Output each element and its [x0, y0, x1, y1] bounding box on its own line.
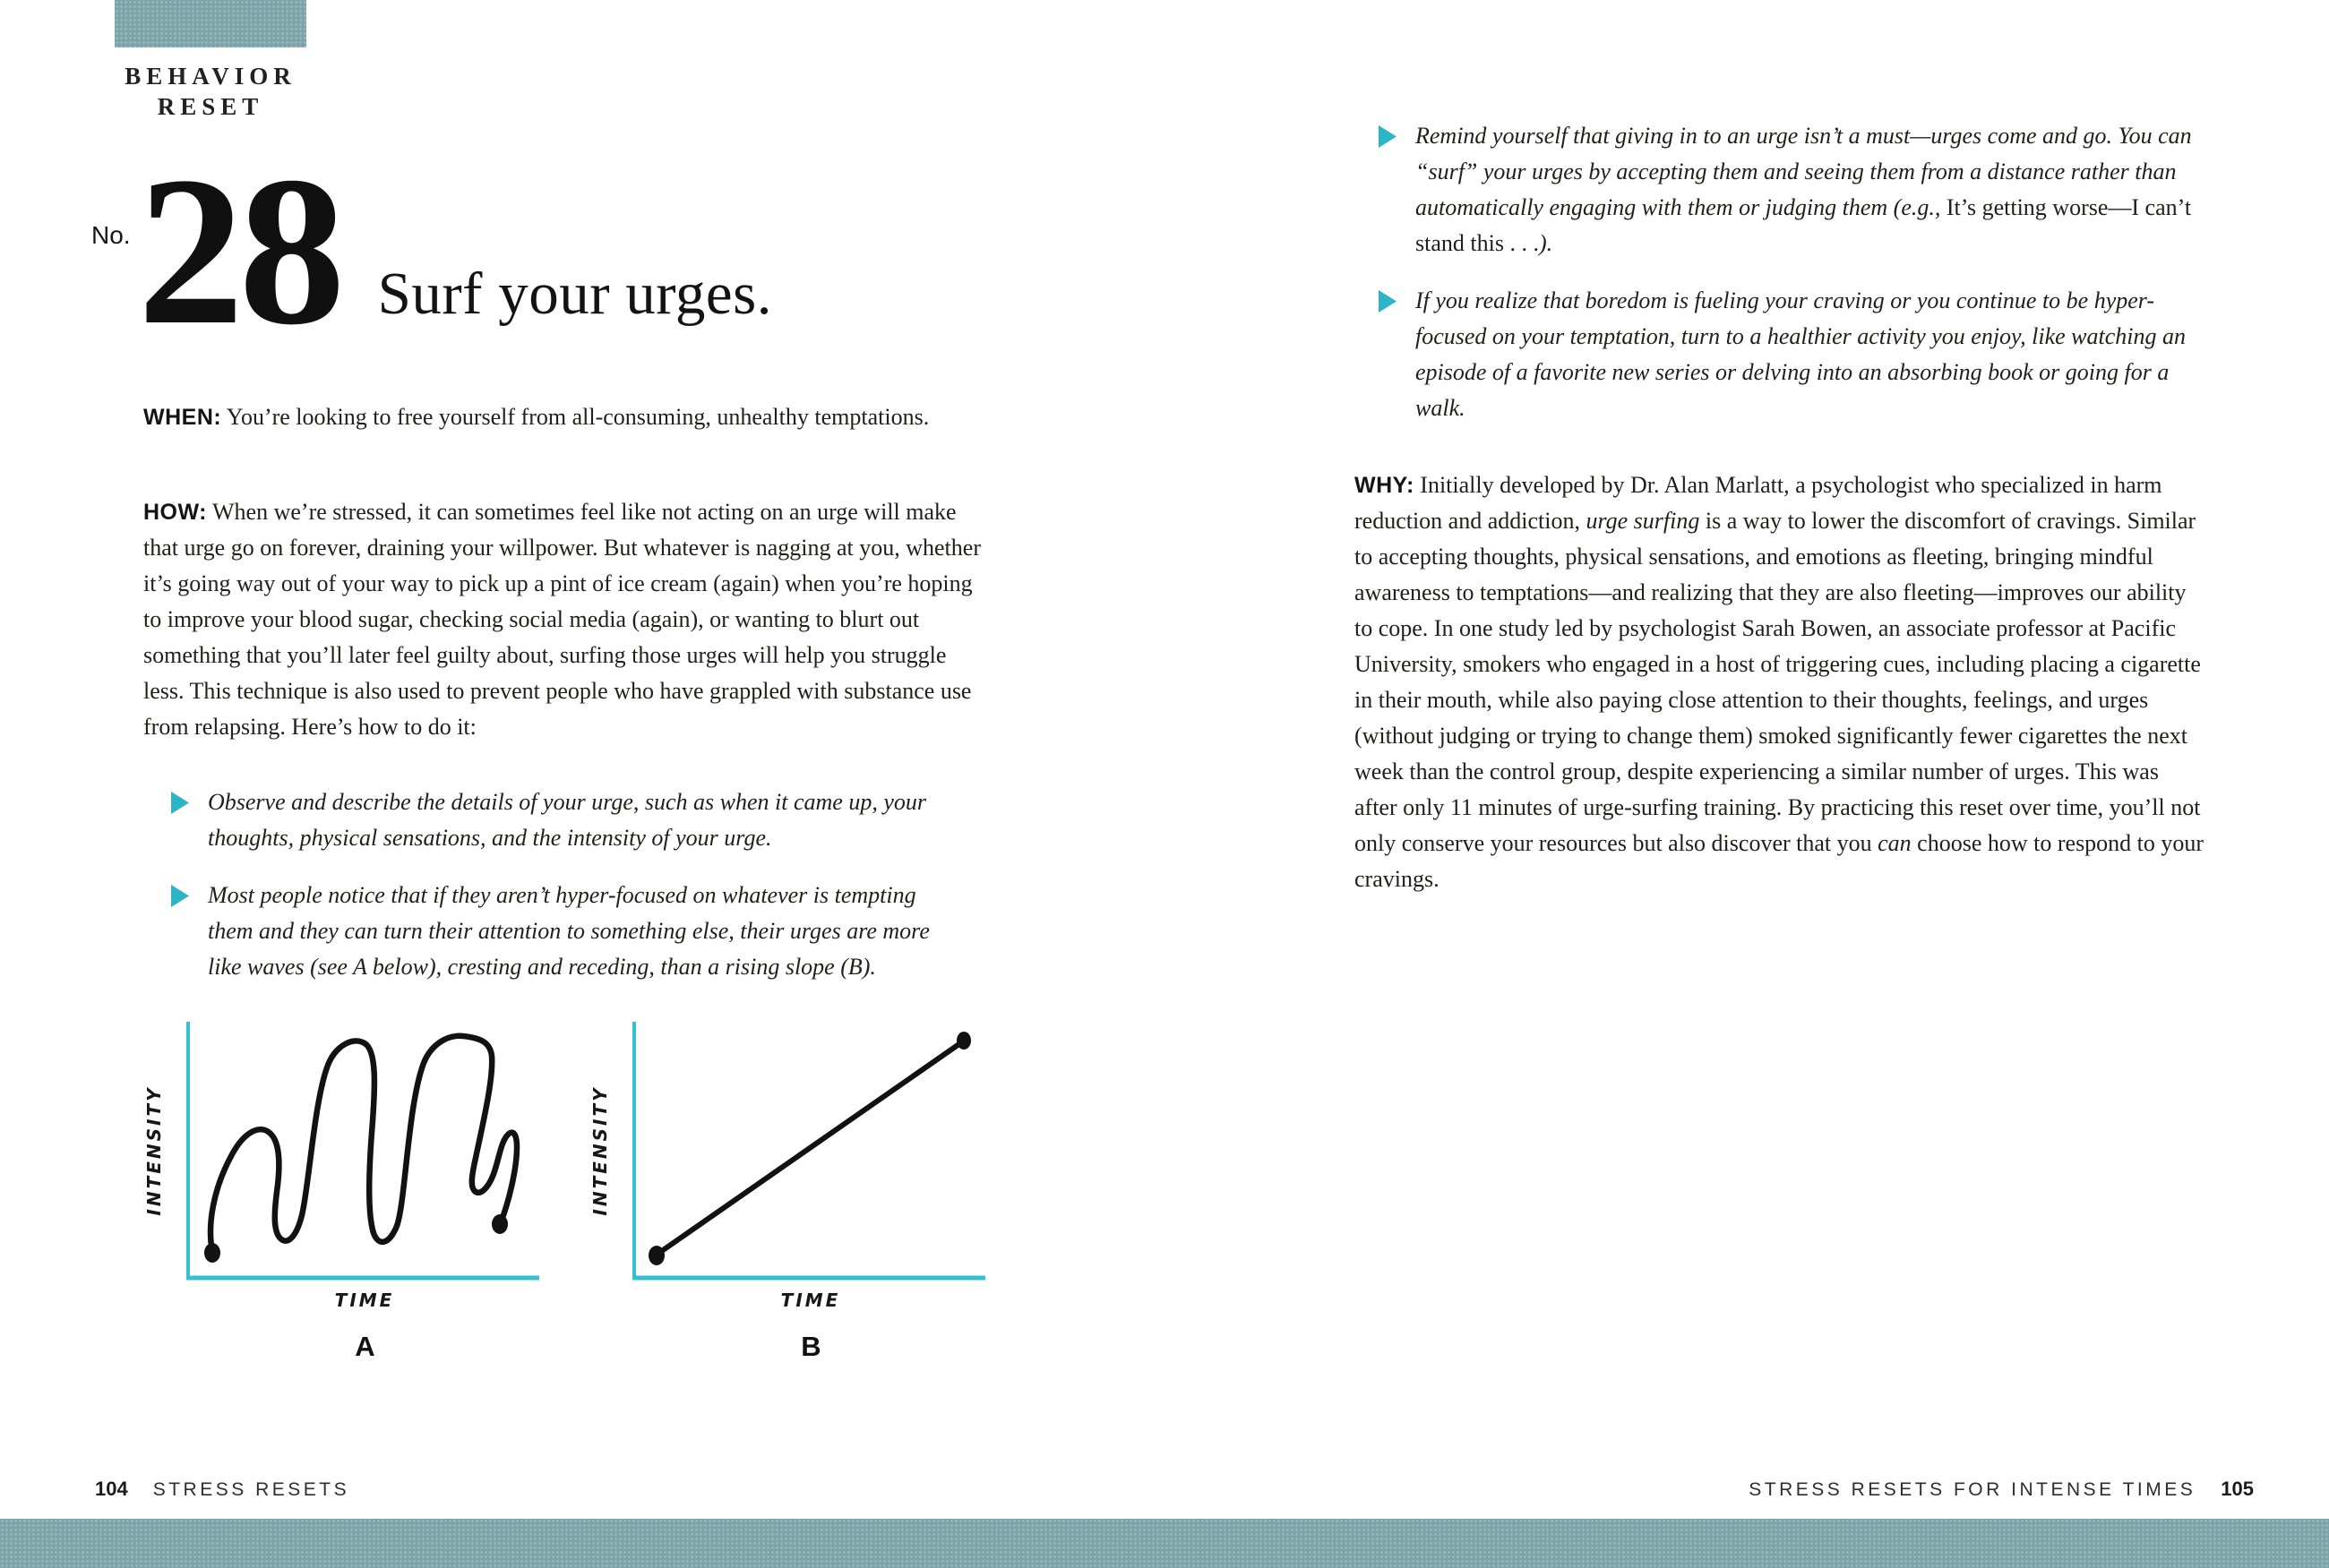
urge-wave-curve	[211, 1036, 517, 1251]
section-label	[79, 61, 342, 122]
figure-a	[139, 1016, 542, 1363]
y-axis-label: INTENSITY	[589, 1085, 611, 1216]
when-paragraph	[143, 399, 950, 435]
reset-number-prefix: No.	[91, 221, 131, 249]
list-item	[170, 878, 958, 985]
bullet-text	[1415, 118, 2215, 261]
how-bullet-list	[170, 784, 958, 1007]
intensity-figures	[139, 1016, 988, 1363]
slope-chart	[585, 1016, 988, 1314]
how-paragraph	[143, 494, 985, 745]
figure-b-caption: B	[801, 1331, 821, 1362]
list-item	[170, 784, 958, 856]
bullet-roman-text: It’s getting worse—I can’t stand this . . .	[1415, 194, 2192, 256]
why-text: Initially developed by Dr. Alan Marlatt, a psychologist who specialized in harm reduction and addiction,	[1354, 472, 2162, 534]
bullet-triangle-icon	[1378, 289, 1397, 313]
wave-chart	[139, 1016, 542, 1314]
bullet-triangle-icon	[170, 884, 190, 908]
why-italic-term: urge surfing	[1586, 508, 1700, 534]
x-axis-label: TIME	[334, 1290, 395, 1311]
reset-title	[91, 133, 772, 369]
how-text: When we’re stressed, it can sometimes feel like not acting on an urge will make that urge go on forever, draining your willpower. But whatever is nagging at you, whether it’s going way out of your way to pick up a pint of ice cream (again) when you’re hoping to improve your blood sugar, checking social media (again), or wanting to blurt out something that you’ll later feel guilty about, surfing those urges will help you struggle less. This technique is also used to prevent people who have grappled with substance use from relapsing. Here’s how to do it:	[143, 499, 981, 740]
reset-number: 28	[137, 133, 340, 369]
bullet-italic-text: Remind yourself that giving in to an urge isn’t a must—urges come and go. You can “surf” your urges by accepting them and seeing them from a distance rather than automatically engaging with them or judging them (e.g.,	[1415, 123, 2192, 220]
why-label: WHY:	[1354, 473, 1414, 498]
left-page-footer	[95, 1478, 349, 1501]
page-number: 105	[2221, 1478, 2254, 1500]
bullet-text: Most people notice that if they aren’t hyper-focused on whatever is tempting them and they can turn their attention to something else, their urges are more like waves (see A below), cresting and receding, than a rising slope (B).	[208, 882, 930, 980]
start-dot	[204, 1243, 220, 1263]
y-axis-label: INTENSITY	[143, 1085, 165, 1216]
why-paragraph	[1354, 467, 2207, 897]
figure-a-caption: A	[355, 1331, 375, 1362]
bullet-triangle-icon	[1378, 124, 1397, 149]
chapter-tab	[115, 0, 306, 47]
end-dot	[957, 1032, 971, 1050]
running-head: STRESS RESETS	[152, 1479, 350, 1500]
list-item	[1378, 118, 2215, 261]
bullet-italic-text: ).	[1538, 230, 1553, 256]
page-number: 104	[95, 1478, 128, 1500]
page-title: Surf your urges.	[377, 261, 772, 327]
right-page-footer	[1749, 1478, 2254, 1501]
bullet-text: If you realize that boredom is fueling your craving or you continue to be hyper-focused on your temptation, turn to a healthier activity you enjoy, like watching an episode of a favorite new series or delving into an absorbing book or going for a walk.	[1415, 287, 2187, 421]
when-label: WHEN:	[143, 405, 222, 430]
why-italic-word: can	[1878, 830, 1912, 856]
why-text: choose how to respond to your cravings.	[1354, 830, 2204, 892]
how-label: HOW:	[143, 500, 207, 525]
when-text: You’re looking to free yourself from all-consuming, unhealthy temptations.	[226, 404, 930, 430]
list-item	[1378, 283, 2215, 426]
bullet-text: Observe and describe the details of your urge, such as when it came up, your thoughts, physical sensations, and the intensity of your urge.	[208, 789, 927, 851]
running-head: STRESS RESETS FOR INTENSE TIMES	[1749, 1479, 2196, 1500]
bullet-triangle-icon	[170, 791, 190, 815]
urge-surfing-bullet-list	[1378, 118, 2215, 448]
x-axis-label: TIME	[780, 1290, 841, 1311]
why-text: is a way to lower the discomfort of cravings. Similar to accepting thoughts, physical sensations, and emotions as fleeting, bringing mindful awareness to temptations—and realizing that they are also fleeting—improves our ability to cope. In one study led by psychologist Sarah Bowen, an associate professor at Pacific University, smokers who engaged in a host of triggering cues, including placing a cigarette in their mouth, while also paying close attention to their thoughts, feelings, and urges (without judging or trying to change them) smoked significantly fewer cigarettes the next week than the control group, despite experiencing a similar number of urges. This was after only 11 minutes of urge-surfing training. By practicing this reset over time, you’ll not only conserve your resources but also discover that you	[1354, 508, 2201, 856]
bottom-color-band	[0, 1519, 2329, 1568]
start-dot	[649, 1246, 665, 1265]
rising-slope-line	[657, 1041, 963, 1255]
figure-b	[585, 1016, 988, 1363]
section-label-line1: BEHAVIOR	[125, 63, 296, 90]
section-label-line2: RESET	[157, 93, 264, 120]
end-dot	[492, 1214, 508, 1234]
